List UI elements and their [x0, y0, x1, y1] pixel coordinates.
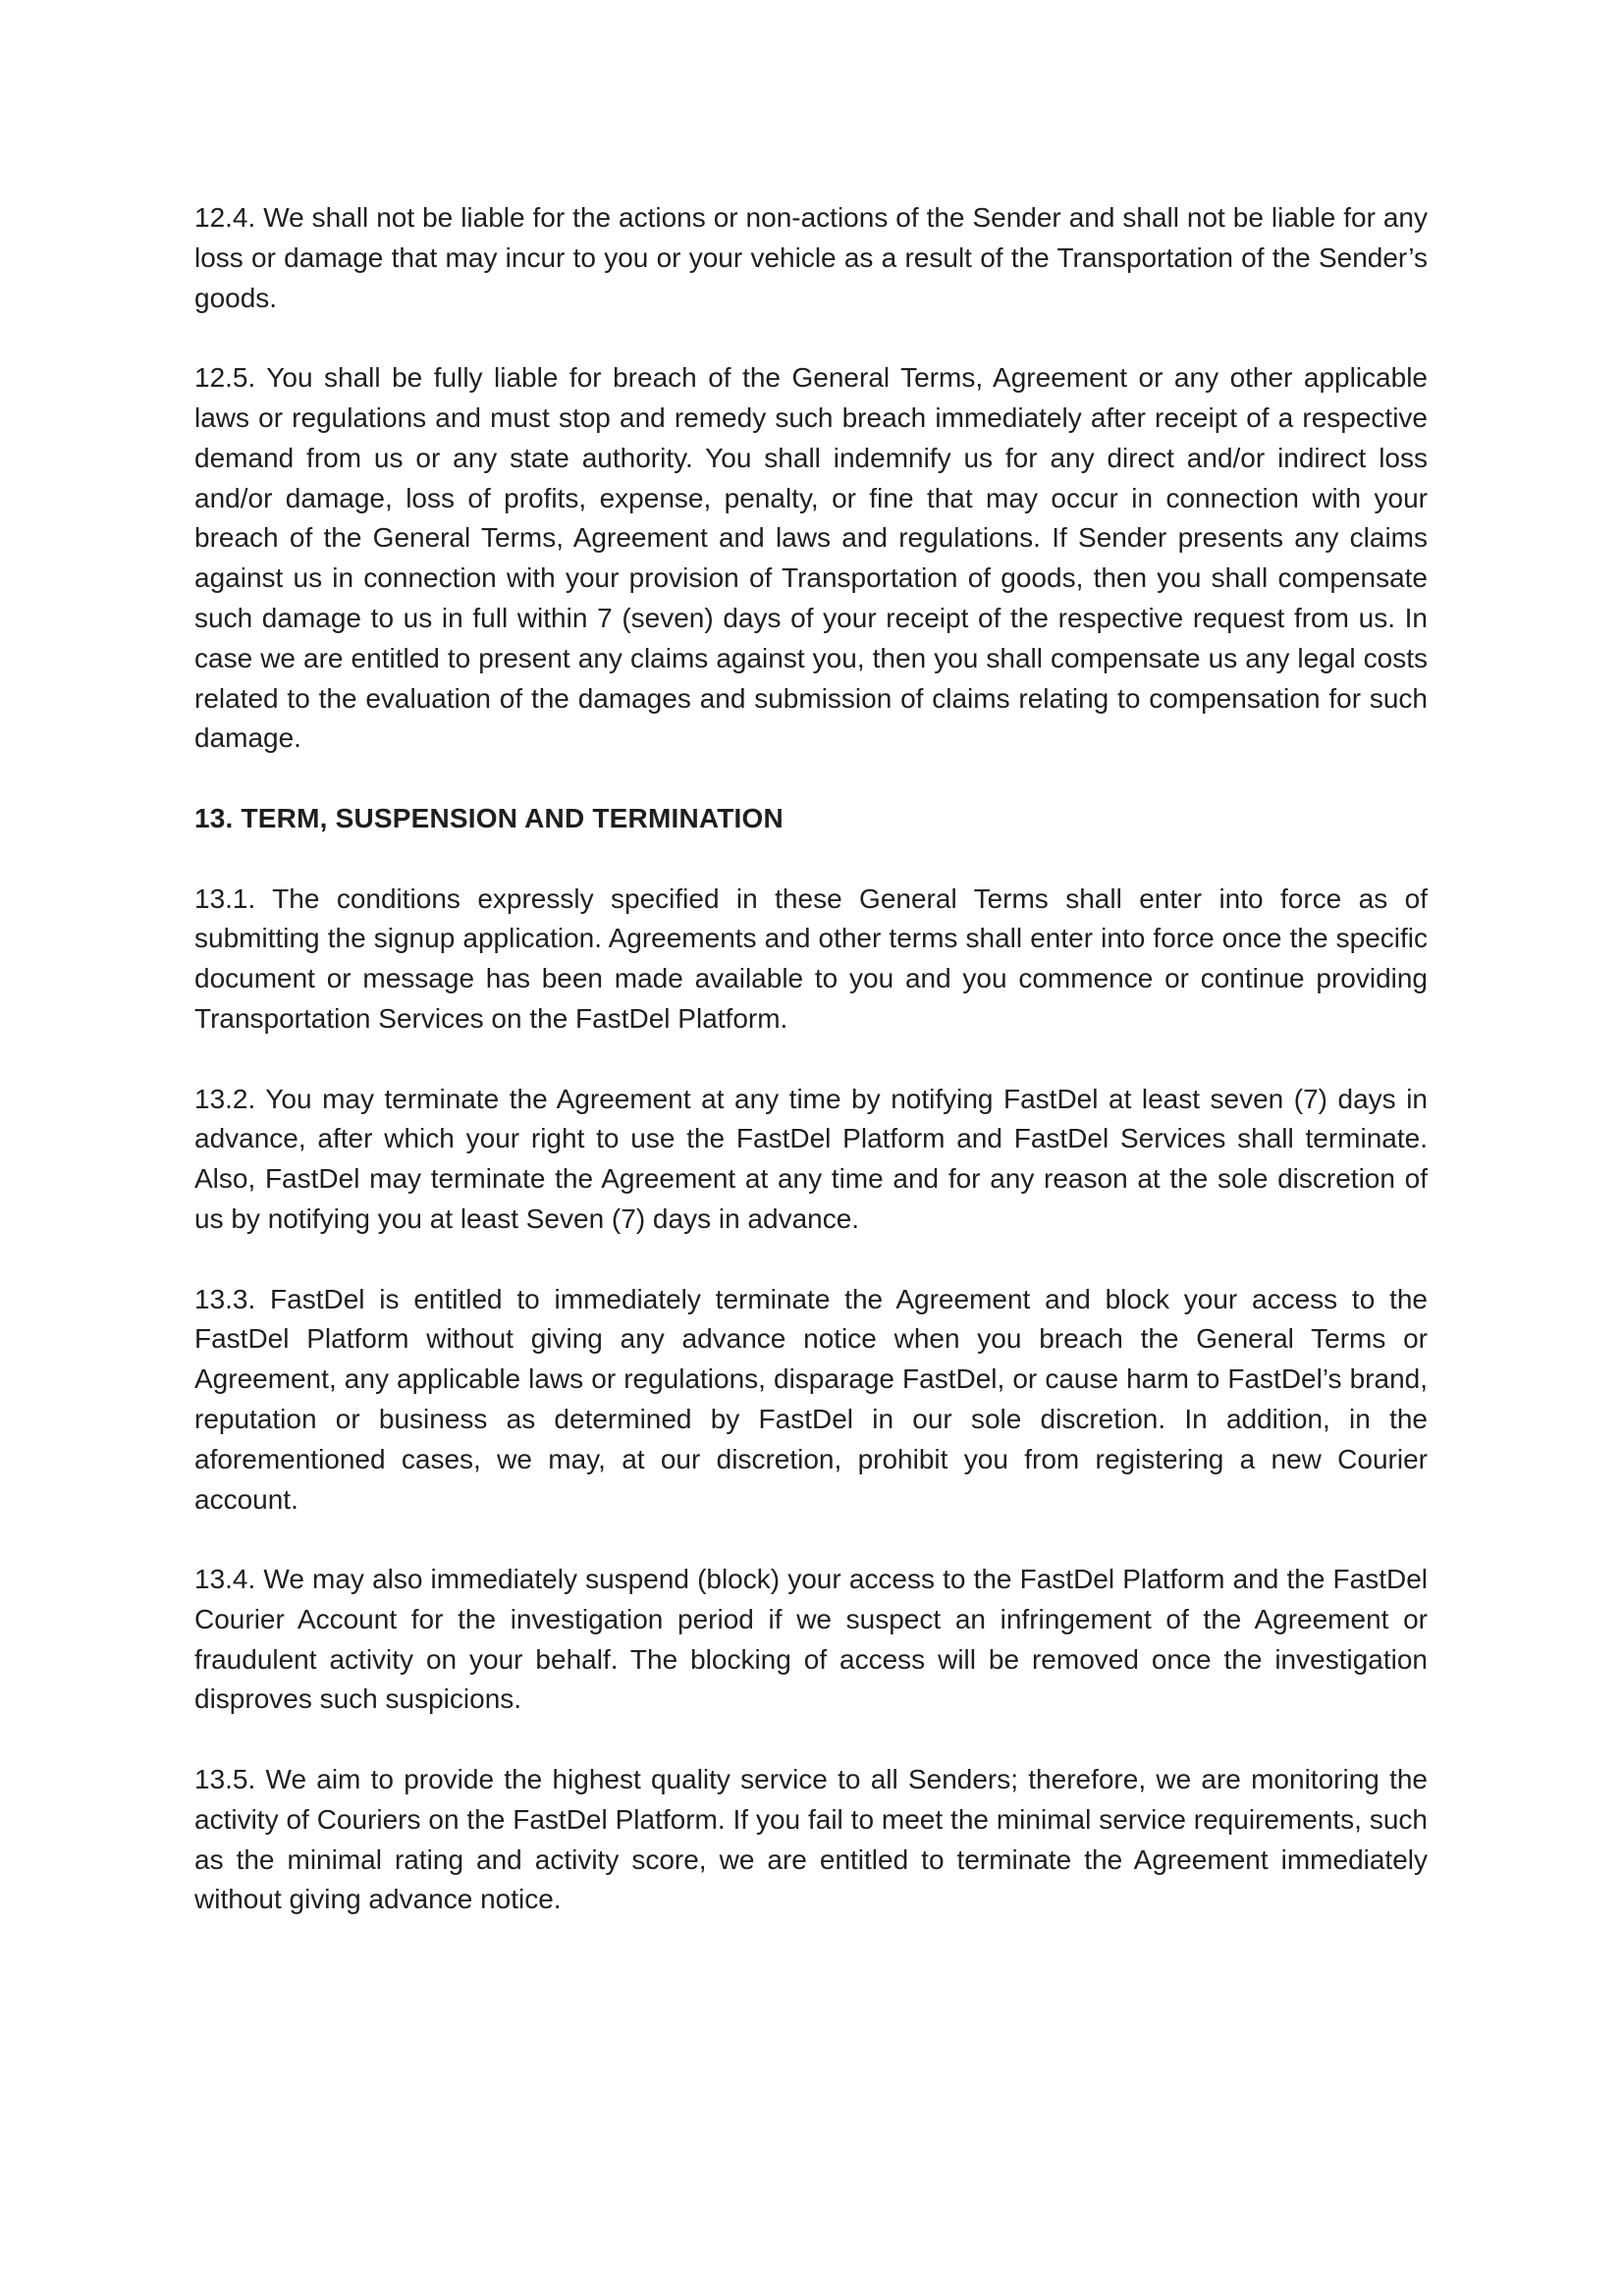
clause-13-1-paragraph: 13.1. The conditions expressly specified in these General Terms shall enter into force as of submitting the signup application. Agreements and other terms shall enter into force once the specific document or message has been made available to you and you commence or continue providing Transportation Services on the FastDel Platform. [194, 882, 1428, 1034]
clause-13-4-paragraph: 13.4. We may also immediately suspend (block) your access to the FastDel Platform and the FastDel Courier Account for the investigation period if we suspect an infringement of the Agreement or fraudulent activity on your behalf. The blocking of access will be removed once the investigation disproves such suspicions. [194, 1564, 1428, 1715]
clause-12-5-paragraph: 12.5. You shall be fully liable for breach of the General Terms, Agreement or any other applicable laws or regulations and must stop and remedy such breach immediately after receipt of a respective demand from us or any state authority. You shall indemnify us for any direct and/or indirect loss and/or damage, loss of profits, expense, penalty, or fine that may occur in connection with your breach of the General Terms, Agreement and laws and regulations. If Sender presents any claims against us in connection with your provision of Transportation of goods, then you shall compensate such damage to us in full within 7 (seven) days of your receipt of the respective request from us. In case we are entitled to present any claims against you, then you shall compensate us any legal costs related to the evaluation of the damages and submission of claims relating to compensation for such damage. [194, 362, 1428, 754]
section-13-heading: 13. TERM, SUSPENSION AND TERMINATION [194, 802, 784, 833]
clause-13-3-paragraph: 13.3. FastDel is entitled to immediately terminate the Agreement and block your access to the FastDel Platform without giving any advance notice when you breach the General Terms or Agreement, any applicable laws or regulations, disparage FastDel, or cause harm to FastDel’s brand, reputation or business as determined by FastDel in our sole discretion. In addition, in the aforementioned cases, we may, at our discretion, prohibit you from registering a new Courier account. [194, 1283, 1428, 1515]
clause-13-5-paragraph: 13.5. We aim to provide the highest quality service to all Senders; therefore, we are monitoring the activity of Couriers on the FastDel Platform. If you fail to meet the minimal service requirements, such as the minimal rating and activity score, we are entitled to terminate the Agreement immediately without giving advance notice. [194, 1764, 1428, 1915]
clause-13-2-paragraph: 13.2. You may terminate the Agreement at any time by notifying FastDel at least seven (7) days in advance, after which your right to use the FastDel Platform and FastDel Services shall terminate. Also, FastDel may terminate the Agreement at any time and for any reason at the sole discretion of us by notifying you at least Seven (7) days in advance. [194, 1083, 1428, 1234]
clause-12-4-paragraph: 12.4. We shall not be liable for the actions or non-actions of the Sender and shall not be liable for any loss or damage that may incur to you or your vehicle as a result of the Transportation of the Sender’s goods. [194, 202, 1428, 313]
document-body [194, 198, 1428, 1960]
